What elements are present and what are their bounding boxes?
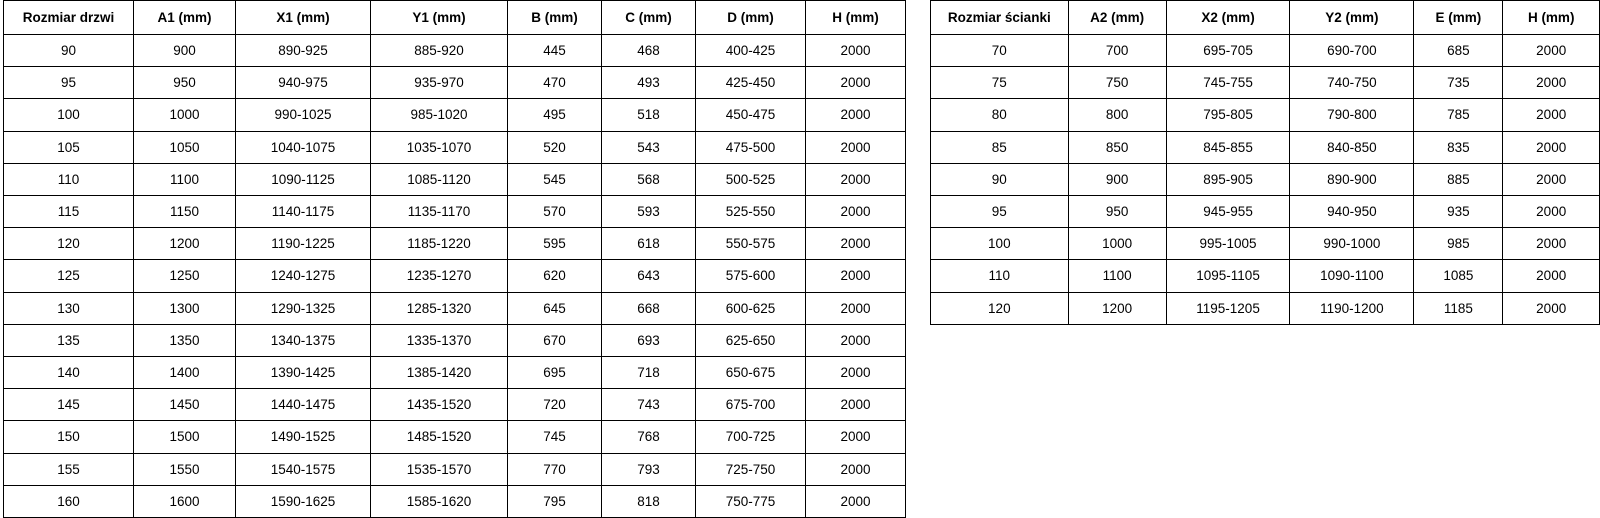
table-cell: 470	[508, 67, 602, 99]
table-cell: 1035-1070	[371, 131, 508, 163]
table-row	[4, 453, 906, 485]
column-header: E (mm)	[1414, 1, 1503, 35]
table-cell: 935-970	[371, 67, 508, 99]
table-cell: 1150	[134, 196, 236, 228]
table-cell: 150	[4, 421, 134, 453]
table-row	[4, 67, 906, 99]
table-cell: 570	[508, 196, 602, 228]
table-cell: 75	[931, 67, 1069, 99]
table-cell: 740-750	[1290, 67, 1414, 99]
table-cell: 2000	[806, 357, 906, 389]
table-cell: 793	[602, 453, 696, 485]
table-cell: 685	[1414, 35, 1503, 67]
table-cell: 995-1005	[1166, 228, 1290, 260]
table-cell: 650-675	[696, 357, 806, 389]
table-cell: 1235-1270	[371, 260, 508, 292]
table-cell: 1285-1320	[371, 292, 508, 324]
table-cell: 785	[1414, 99, 1503, 131]
table-cell: 885-920	[371, 35, 508, 67]
table-cell: 1535-1570	[371, 453, 508, 485]
walls-dimensions-table	[930, 0, 1600, 325]
table-cell: 1095-1105	[1166, 260, 1290, 292]
table-cell: 2000	[1503, 67, 1600, 99]
table-cell: 835	[1414, 131, 1503, 163]
table-cell: 675-700	[696, 389, 806, 421]
table-row	[4, 131, 906, 163]
table-row	[931, 196, 1600, 228]
table-cell: 130	[4, 292, 134, 324]
table-row	[4, 324, 906, 356]
table-row	[931, 292, 1600, 324]
table-cell: 1400	[134, 357, 236, 389]
table-cell: 945-955	[1166, 196, 1290, 228]
table-cell: 2000	[1503, 260, 1600, 292]
table-cell: 2000	[806, 485, 906, 517]
table-cell: 795	[508, 485, 602, 517]
table-cell: 600-625	[696, 292, 806, 324]
table-cell: 625-650	[696, 324, 806, 356]
table-cell: 720	[508, 389, 602, 421]
table-cell: 745-755	[1166, 67, 1290, 99]
table-cell: 90	[931, 163, 1069, 195]
table-cell: 2000	[806, 163, 906, 195]
table-cell: 1435-1520	[371, 389, 508, 421]
table-row	[4, 389, 906, 421]
table-cell: 2000	[806, 228, 906, 260]
table-cell: 518	[602, 99, 696, 131]
table-cell: 690-700	[1290, 35, 1414, 67]
table-cell: 1490-1525	[236, 421, 371, 453]
table-cell: 2000	[1503, 196, 1600, 228]
table-cell: 770	[508, 453, 602, 485]
table-cell: 950	[1068, 196, 1166, 228]
table-cell: 818	[602, 485, 696, 517]
table-cell: 2000	[1503, 163, 1600, 195]
table-cell: 145	[4, 389, 134, 421]
table-cell: 845-855	[1166, 131, 1290, 163]
table-row	[4, 35, 906, 67]
doors-table-container	[3, 0, 906, 518]
table-cell: 890-925	[236, 35, 371, 67]
table-cell: 520	[508, 131, 602, 163]
table-cell: 985	[1414, 228, 1503, 260]
table-cell: 2000	[1503, 292, 1600, 324]
table-cell: 985-1020	[371, 99, 508, 131]
table-cell: 593	[602, 196, 696, 228]
table-row	[931, 260, 1600, 292]
table-cell: 743	[602, 389, 696, 421]
table-row	[931, 163, 1600, 195]
table-cell: 1090-1100	[1290, 260, 1414, 292]
column-header: Rozmiar ścianki	[931, 1, 1069, 35]
table-cell: 1290-1325	[236, 292, 371, 324]
table-header-row	[931, 1, 1600, 35]
table-cell: 2000	[1503, 131, 1600, 163]
table-cell: 1000	[134, 99, 236, 131]
table-cell: 700	[1068, 35, 1166, 67]
table-cell: 643	[602, 260, 696, 292]
table-cell: 425-450	[696, 67, 806, 99]
table-cell: 1240-1275	[236, 260, 371, 292]
table-cell: 80	[931, 99, 1069, 131]
table-cell: 135	[4, 324, 134, 356]
table-cell: 2000	[1503, 228, 1600, 260]
table-cell: 1135-1170	[371, 196, 508, 228]
column-header: Y1 (mm)	[371, 1, 508, 35]
table-cell: 545	[508, 163, 602, 195]
table-cell: 1050	[134, 131, 236, 163]
table-cell: 1000	[1068, 228, 1166, 260]
table-cell: 1485-1520	[371, 421, 508, 453]
table-cell: 1190-1200	[1290, 292, 1414, 324]
table-cell: 2000	[806, 131, 906, 163]
table-cell: 1335-1370	[371, 324, 508, 356]
table-row	[931, 67, 1600, 99]
table-cell: 725-750	[696, 453, 806, 485]
table-cell: 140	[4, 357, 134, 389]
table-cell: 768	[602, 421, 696, 453]
table-cell: 645	[508, 292, 602, 324]
table-cell: 850	[1068, 131, 1166, 163]
table-cell: 2000	[806, 389, 906, 421]
table-row	[4, 357, 906, 389]
table-header-row	[4, 1, 906, 35]
table-row	[4, 196, 906, 228]
table-cell: 495	[508, 99, 602, 131]
table-cell: 735	[1414, 67, 1503, 99]
table-cell: 2000	[1503, 35, 1600, 67]
column-header: X1 (mm)	[236, 1, 371, 35]
column-header: H (mm)	[806, 1, 906, 35]
table-cell: 105	[4, 131, 134, 163]
table-cell: 718	[602, 357, 696, 389]
table-cell: 1190-1225	[236, 228, 371, 260]
table-cell: 500-525	[696, 163, 806, 195]
table-cell: 1440-1475	[236, 389, 371, 421]
column-header: Y2 (mm)	[1290, 1, 1414, 35]
table-cell: 1585-1620	[371, 485, 508, 517]
table-cell: 1200	[1068, 292, 1166, 324]
table-cell: 493	[602, 67, 696, 99]
table-cell: 890-900	[1290, 163, 1414, 195]
table-cell: 1085-1120	[371, 163, 508, 195]
table-cell: 2000	[1503, 99, 1600, 131]
table-cell: 940-950	[1290, 196, 1414, 228]
table-cell: 1085	[1414, 260, 1503, 292]
table-cell: 2000	[806, 67, 906, 99]
column-header: A2 (mm)	[1068, 1, 1166, 35]
table-cell: 795-805	[1166, 99, 1290, 131]
table-cell: 693	[602, 324, 696, 356]
table-cell: 618	[602, 228, 696, 260]
table-cell: 100	[931, 228, 1069, 260]
table-cell: 468	[602, 35, 696, 67]
table-cell: 1185-1220	[371, 228, 508, 260]
table-cell: 2000	[806, 260, 906, 292]
table-cell: 900	[134, 35, 236, 67]
table-cell: 1390-1425	[236, 357, 371, 389]
table-cell: 745	[508, 421, 602, 453]
table-row	[4, 228, 906, 260]
table-cell: 1195-1205	[1166, 292, 1290, 324]
table-cell: 1600	[134, 485, 236, 517]
table-row	[931, 99, 1600, 131]
walls-table-container	[930, 0, 1600, 325]
table-cell: 1540-1575	[236, 453, 371, 485]
column-header: X2 (mm)	[1166, 1, 1290, 35]
table-cell: 550-575	[696, 228, 806, 260]
table-cell: 1250	[134, 260, 236, 292]
table-cell: 110	[931, 260, 1069, 292]
table-cell: 750	[1068, 67, 1166, 99]
table-cell: 2000	[806, 421, 906, 453]
table-row	[931, 131, 1600, 163]
column-header: C (mm)	[602, 1, 696, 35]
column-header: H (mm)	[1503, 1, 1600, 35]
table-cell: 750-775	[696, 485, 806, 517]
table-cell: 790-800	[1290, 99, 1414, 131]
table-cell: 110	[4, 163, 134, 195]
table-cell: 1100	[1068, 260, 1166, 292]
table-row	[931, 35, 1600, 67]
table-cell: 400-425	[696, 35, 806, 67]
table-cell: 70	[931, 35, 1069, 67]
table-cell: 2000	[806, 35, 906, 67]
table-cell: 160	[4, 485, 134, 517]
table-cell: 450-475	[696, 99, 806, 131]
table-cell: 100	[4, 99, 134, 131]
table-cell: 700-725	[696, 421, 806, 453]
table-cell: 1500	[134, 421, 236, 453]
column-header: A1 (mm)	[134, 1, 236, 35]
column-header: D (mm)	[696, 1, 806, 35]
table-cell: 115	[4, 196, 134, 228]
table-cell: 670	[508, 324, 602, 356]
table-cell: 620	[508, 260, 602, 292]
table-cell: 950	[134, 67, 236, 99]
table-cell: 575-600	[696, 260, 806, 292]
table-cell: 800	[1068, 99, 1166, 131]
table-cell: 2000	[806, 292, 906, 324]
table-cell: 1350	[134, 324, 236, 356]
table-row	[4, 421, 906, 453]
doors-dimensions-table	[3, 0, 906, 518]
table-cell: 2000	[806, 324, 906, 356]
table-cell: 95	[931, 196, 1069, 228]
table-cell: 840-850	[1290, 131, 1414, 163]
table-cell: 1040-1075	[236, 131, 371, 163]
table-cell: 595	[508, 228, 602, 260]
table-cell: 695-705	[1166, 35, 1290, 67]
column-header: Rozmiar drzwi	[4, 1, 134, 35]
table-cell: 1590-1625	[236, 485, 371, 517]
table-cell: 155	[4, 453, 134, 485]
table-cell: 1450	[134, 389, 236, 421]
table-cell: 95	[4, 67, 134, 99]
table-cell: 990-1000	[1290, 228, 1414, 260]
column-header: B (mm)	[508, 1, 602, 35]
table-cell: 125	[4, 260, 134, 292]
table-cell: 695	[508, 357, 602, 389]
table-cell: 935	[1414, 196, 1503, 228]
table-cell: 525-550	[696, 196, 806, 228]
table-cell: 1140-1175	[236, 196, 371, 228]
table-cell: 1200	[134, 228, 236, 260]
table-cell: 2000	[806, 196, 906, 228]
table-cell: 668	[602, 292, 696, 324]
table-cell: 940-975	[236, 67, 371, 99]
table-cell: 1550	[134, 453, 236, 485]
table-cell: 1385-1420	[371, 357, 508, 389]
table-row	[4, 485, 906, 517]
table-cell: 1100	[134, 163, 236, 195]
table-row	[931, 228, 1600, 260]
table-cell: 2000	[806, 99, 906, 131]
table-cell: 900	[1068, 163, 1166, 195]
table-cell: 90	[4, 35, 134, 67]
table-cell: 990-1025	[236, 99, 371, 131]
table-row	[4, 292, 906, 324]
table-cell: 445	[508, 35, 602, 67]
table-cell: 885	[1414, 163, 1503, 195]
table-cell: 1340-1375	[236, 324, 371, 356]
table-cell: 120	[931, 292, 1069, 324]
table-cell: 1300	[134, 292, 236, 324]
table-row	[4, 260, 906, 292]
table-cell: 85	[931, 131, 1069, 163]
table-cell: 1185	[1414, 292, 1503, 324]
table-cell: 543	[602, 131, 696, 163]
table-cell: 475-500	[696, 131, 806, 163]
table-row	[4, 163, 906, 195]
table-cell: 568	[602, 163, 696, 195]
table-cell: 2000	[806, 453, 906, 485]
table-cell: 1090-1125	[236, 163, 371, 195]
table-row	[4, 99, 906, 131]
table-cell: 895-905	[1166, 163, 1290, 195]
table-cell: 120	[4, 228, 134, 260]
